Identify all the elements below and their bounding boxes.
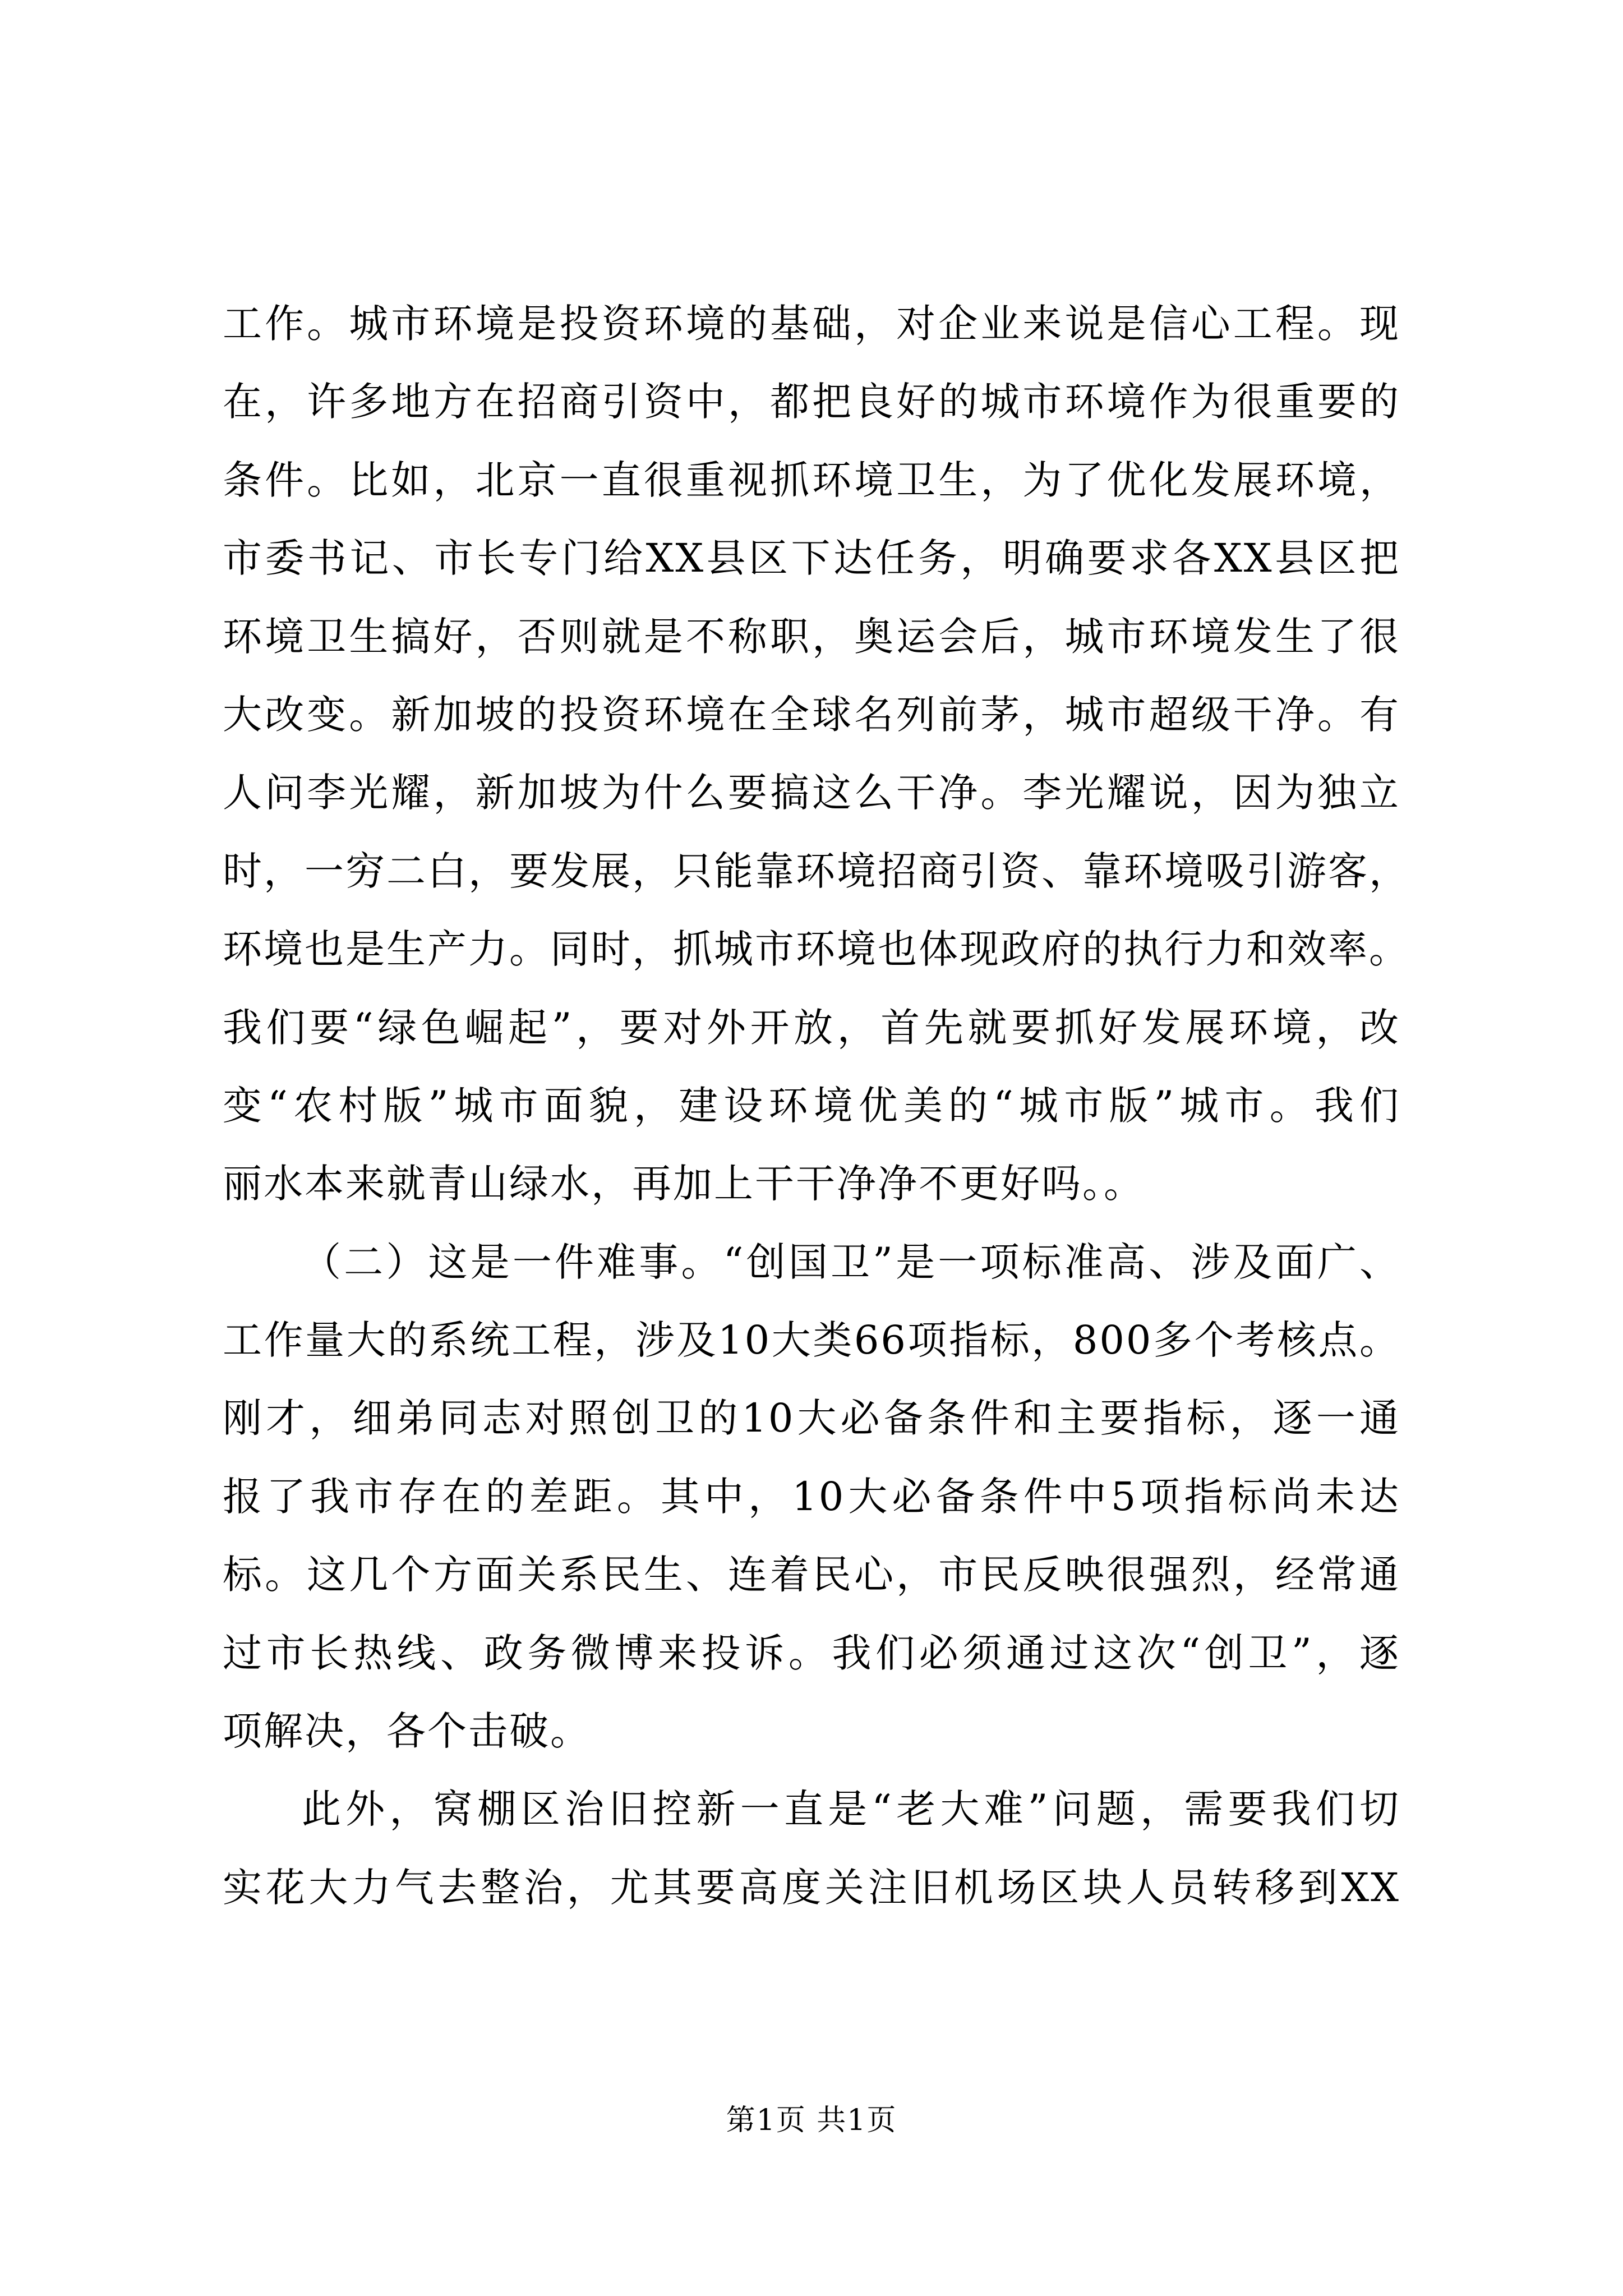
text-line: 人问李光耀，新加坡为什么要搞这么干净。李光耀说，因为独立: [223, 770, 1400, 816]
text-line: 标。这几个方面关系民生、连着民心，市民反映很强烈，经常通: [223, 1552, 1400, 1598]
page-footer: [0, 2101, 1623, 2140]
text-line: 刚才，细弟同志对照创卫的10大必备条件和主要指标，逐一通: [223, 1395, 1400, 1442]
text-line: 过市长热线、政务微博来投诉。我们必须通过这次“创卫”，逐: [223, 1630, 1400, 1676]
text-line: 大改变。新加坡的投资环境在全球名列前茅，城市超级干净。有: [223, 691, 1400, 738]
text-line: 时，一穷二白，要发展，只能靠环境招商引资、靠环境吸引游客，: [223, 848, 1410, 894]
page-number-label: 第1页 共1页: [726, 2104, 897, 2137]
text-line: 实花大力气去整治，尤其要高度关注旧机场区块人员转移到XX: [223, 1864, 1400, 1911]
text-line: 环境也是生产力。同时，抓城市环境也体现政府的执行力和效率。: [223, 926, 1410, 973]
text-line: 工作量大的系统工程，涉及10大类66项指标，800多个考核点。: [223, 1317, 1400, 1364]
text-line: 工作。城市环境是投资环境的基础，对企业来说是信心工程。现: [223, 301, 1400, 347]
text-line: 项解决，各个击破。: [223, 1708, 591, 1755]
text-line: 报了我市存在的差距。其中，10大必备条件中5项指标尚未达: [223, 1473, 1400, 1520]
text-line: 此外，窝棚区治旧控新一直是“老大难”问题，需要我们切: [302, 1786, 1400, 1833]
text-line: 变“农村版”城市面貌，建设环境优美的“城市版”城市。我们: [223, 1082, 1400, 1129]
text-line: 我们要“绿色崛起”，要对外开放，首先就要抓好发展环境，改: [223, 1004, 1400, 1051]
text-line: 丽水本来就青山绿水，再加上干干净净不更好吗。。: [223, 1161, 1145, 1207]
document-body: [223, 285, 1410, 1927]
text-line: （二）这是一件难事。“创国卫”是一项标准高、涉及面广、: [302, 1239, 1400, 1285]
text-line: 条件。比如，北京一直很重视抓环境卫生，为了优化发展环境，: [223, 457, 1400, 503]
text-line: 在，许多地方在招商引资中，都把良好的城市环境作为很重要的: [223, 379, 1400, 425]
text-line: 市委书记、市长专门给XX县区下达任务，明确要求各XX县区把: [223, 535, 1400, 582]
text-line: 环境卫生搞好，否则就是不称职，奥运会后，城市环境发生了很: [223, 613, 1400, 660]
